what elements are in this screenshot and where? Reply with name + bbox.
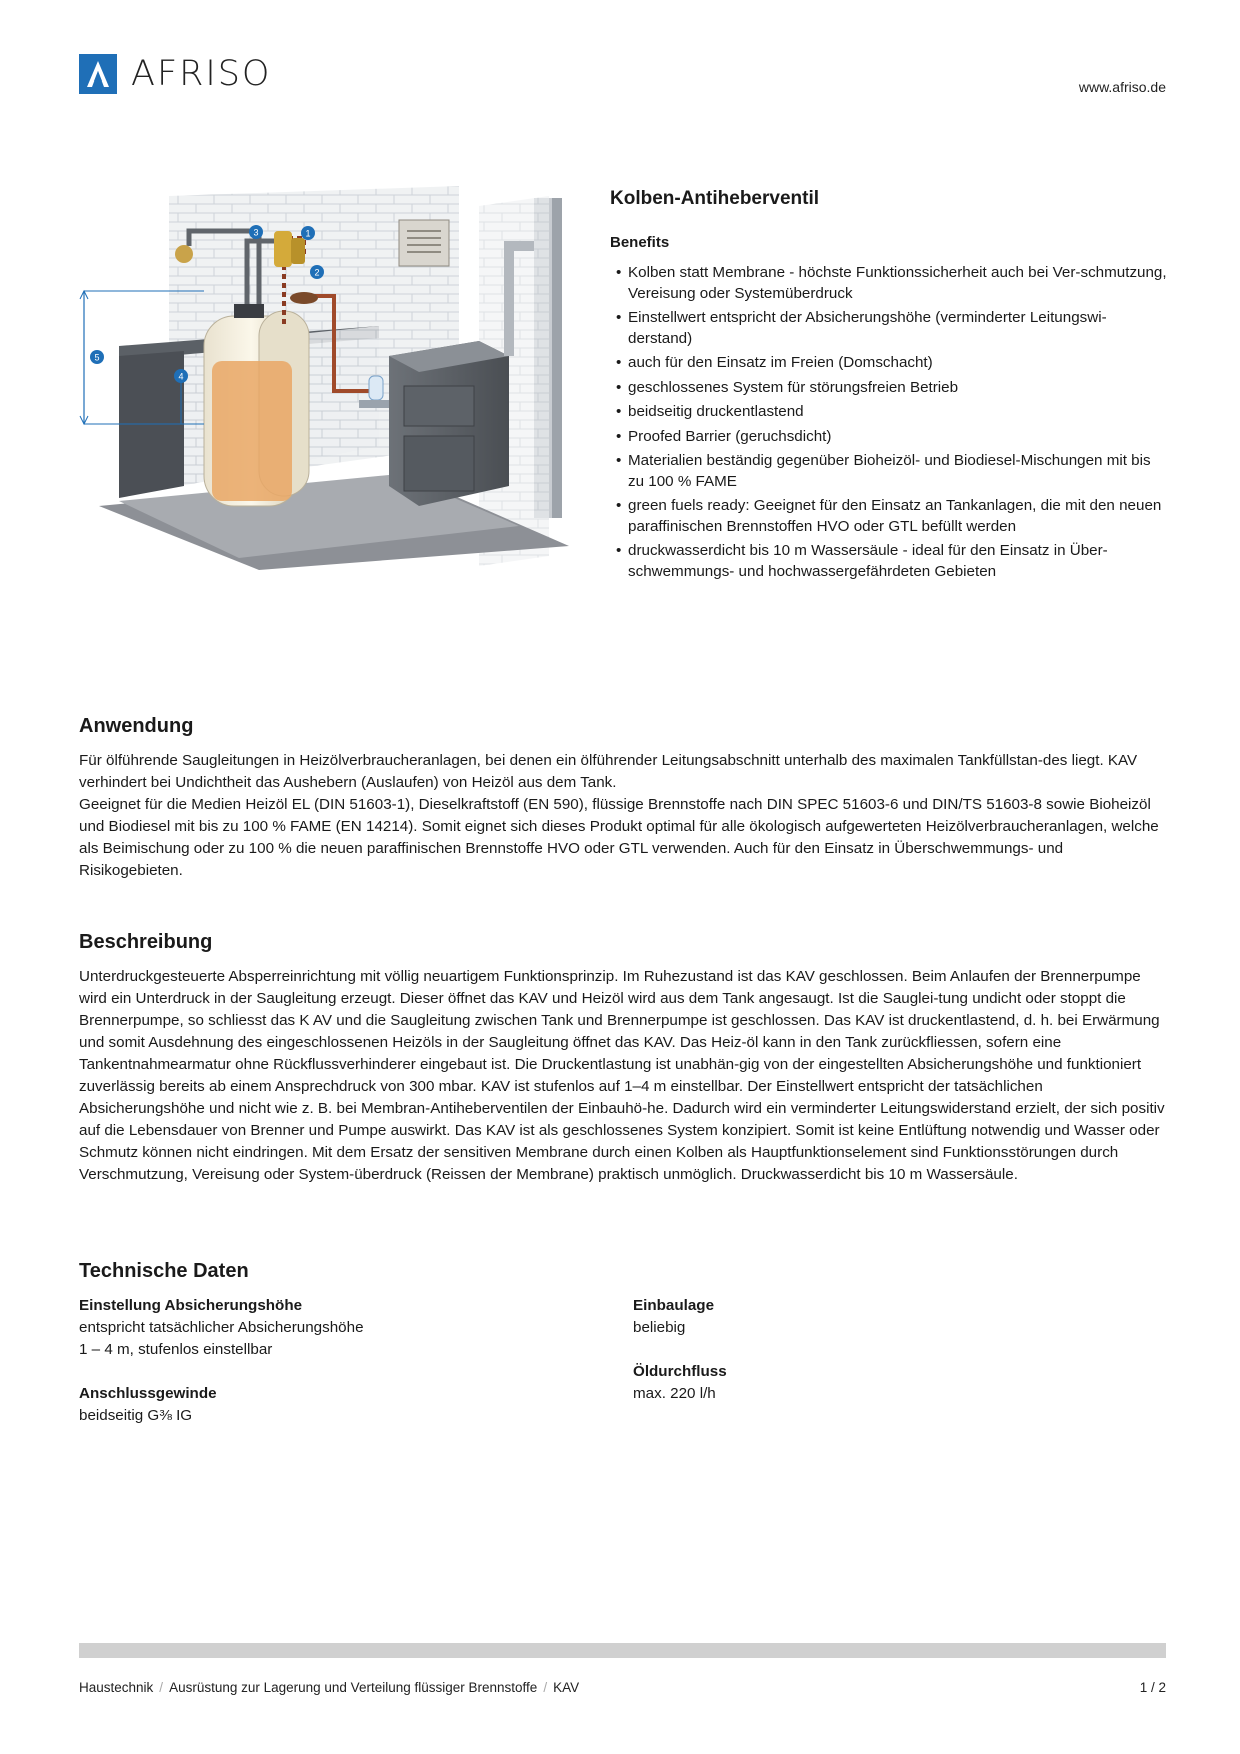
benefit-item: • Kolben statt Membrane - höchste Funktionssicherheit auch bei Ver-schmutzung, Vereisung oder Systemüberdruck	[610, 263, 1170, 304]
svg-text:5: 5	[94, 352, 100, 363]
tech-column-right	[633, 1295, 727, 1427]
tech-item-einbaulage	[633, 1295, 727, 1339]
tech-value: 1 – 4 m, stufenlos einstellbar	[79, 1341, 273, 1358]
section-beschreibung	[79, 931, 1169, 1186]
anwendung-heading: Anwendung	[79, 715, 194, 737]
breadcrumb-item[interactable]: Haustechnik	[79, 1680, 154, 1695]
tech-label: Einbaulage	[633, 1297, 715, 1314]
callout-1-icon	[301, 226, 315, 240]
tech-item-anschlussgewinde	[79, 1383, 364, 1427]
tech-label: Öldurchfluss	[633, 1363, 727, 1380]
breadcrumb-item[interactable]: Ausrüstung zur Lagerung und Verteilung flüssiger Brennstoffe	[169, 1680, 538, 1695]
page-number: 1 / 2	[1139, 1680, 1166, 1695]
breadcrumb-separator: /	[543, 1680, 548, 1695]
benefits-list	[610, 263, 1170, 582]
benefit-item: • green fuels ready: Geeignet für den Einsatz an Tankanlagen, die mit den neuen paraffinischen Brennstoffen HVO oder GTL befüllt werden	[610, 496, 1170, 537]
callout-4-icon	[174, 369, 188, 383]
tech-label: Einstellung Absicherungshöhe	[79, 1297, 303, 1314]
breadcrumb-item[interactable]: KAV	[553, 1680, 580, 1695]
tech-item-absicherungshoehe	[79, 1295, 364, 1361]
tech-value: beliebig	[633, 1319, 686, 1336]
tech-label: Anschlussgewinde	[79, 1385, 217, 1402]
callout-5-icon	[90, 350, 104, 364]
benefits-heading: Benefits	[610, 234, 670, 251]
tech-item-oeldurchfluss	[633, 1361, 727, 1405]
site-url[interactable]: www.afriso.de	[1078, 79, 1166, 95]
afriso-logo	[79, 54, 271, 94]
svg-text:3: 3	[253, 227, 259, 238]
breadcrumb-separator: /	[159, 1680, 164, 1695]
logo-text: AFRISO	[131, 54, 272, 94]
callout-3-icon	[249, 225, 263, 239]
benefit-item: • geschlossenes System für störungsfreien Betrieb	[610, 378, 1170, 399]
beschreibung-heading: Beschreibung	[79, 931, 213, 953]
callout-2-icon	[310, 265, 324, 279]
tech-value: entspricht tatsächlicher Absicherungshöhe	[79, 1319, 364, 1336]
svg-text:1: 1	[305, 228, 311, 239]
tech-heading: Technische Daten	[79, 1260, 249, 1282]
beschreibung-text: Unterdruckgesteuerte Absperreinrichtung mit völlig neuartigem Funktionsprinzip. Im Ruhezustand ist das KAV geschlossen. Beim Anlaufen der Brennerpumpe wird ein Unterdruck in der Saugleitung erzeugt. Dieser öffnet das KAV und Heizöl wird aus dem Tank angesaugt. Ist die Sauglei-tung undicht oder stoppt die Brennerpumpe, so schliesst das K AV und die Saugleitung zwischen Tank und Brennerpumpe ist geschlossen. Das KAV ist druckentlastend, d. h. bei Erwärmung und somit Ausdehnung des eingeschlossenen Heizöls in der Saugleitung öffnet das KAV. Das Heiz-öl kann in den Tank zurückfliessen, sofern eine Tankentnahmearmatur ohne Rückflussverhinderer eingebaut ist. Die Druckentlastung ist unabhän-gig von der eingestellten Absicherungshöhe und funktioniert zuverlässig bereits ab einem Ansprechdruck von 300 mbar. KAV ist stufenlos auf 1–4 m einstellbar. Der Einstellwert entspricht der tatsächlichen Absicherungshöhe und nicht wie z. B. bei Membran-Antiheberventilen der Einbauhö-he. Dadurch wird ein verminderter Leitungswiderstand erzielt, der sich positiv auf die Lebensdauer von Brenner und Pumpe auswirkt. Das KAV ist als geschlossenes System konzipiert. Somit ist keine Entlüftung notwendig und Wasser oder Schmutz können nicht eindringen. Mit dem Ersatz der sensitiven Membrane durch einen Kolben als Hauptfunktionselement sind Funktionsstörungen durch Verschmutzung, Vereisung oder System-überdruck (Reissen der Membrane) praktisch unmöglich. Druckwasserdicht bis 10 m Wassersäule.	[79, 968, 1165, 1183]
benefit-item: • auch für den Einsatz im Freien (Domschacht)	[610, 353, 1170, 374]
benefit-item: • beidseitig druckentlastend	[610, 402, 1170, 423]
tech-value: beidseitig G⅜ IG	[79, 1407, 193, 1424]
footer-divider	[79, 1643, 1166, 1658]
benefit-item: • Einstellwert entspricht der Absicherungshöhe (verminderter Leitungswi-derstand)	[610, 308, 1170, 349]
benefit-item: • Proofed Barrier (geruchsdicht)	[610, 427, 1170, 448]
tech-column-left	[79, 1295, 364, 1449]
section-technische-daten	[79, 1260, 1169, 1475]
svg-text:2: 2	[314, 267, 320, 278]
product-title: Kolben-Antiheberventil	[610, 188, 820, 209]
svg-text:4: 4	[178, 371, 184, 382]
breadcrumb	[79, 1680, 579, 1695]
logo-triangle-icon	[79, 54, 117, 94]
benefit-item: • druckwasserdicht bis 10 m Wassersäule - ideal für den Einsatz in Über-schwemmungs- und hochwassergefährdeten Gebieten	[610, 541, 1170, 582]
tech-value: max. 220 l/h	[633, 1385, 716, 1402]
section-anwendung	[79, 715, 1169, 882]
anwendung-text: Für ölführende Saugleitungen in Heizölverbraucheranlagen, bei denen ein ölführender Leitungsabschnitt unterhalb des maximalen Tankfüllstan-des liegt. KAV verhindert bei Undichtheit das Aushebern (Auslaufen) von Heizöl aus dem Tank. Geeignet für die Medien Heizöl EL (DIN 51603-1), Dieselkraftstoff (EN 590), flüssige Brennstoffe nach DIN SPEC 51603-6 und DIN/TS 51603-8 sowie Bioheizöl und Biodiesel mit bis zu 100 % FAME (EN 14214). Somit eignet sich dieses Produkt optimal für alle ökologisch aufgewerteten Heizölverbraucheranlagen, welche als Beimischung oder zu 100 % die neuen paraffinischen Brennstoffe HVO oder GTL verwenden. Auch für den Einsatz in Überschwemmungs- und Risikogebieten.	[79, 752, 1159, 879]
product-installation-illustration	[79, 186, 579, 570]
product-summary	[610, 188, 1170, 586]
benefit-item: • Materialien beständig gegenüber Bioheizöl- und Biodiesel-Mischungen mit bis zu 100 % FAME	[610, 451, 1170, 492]
